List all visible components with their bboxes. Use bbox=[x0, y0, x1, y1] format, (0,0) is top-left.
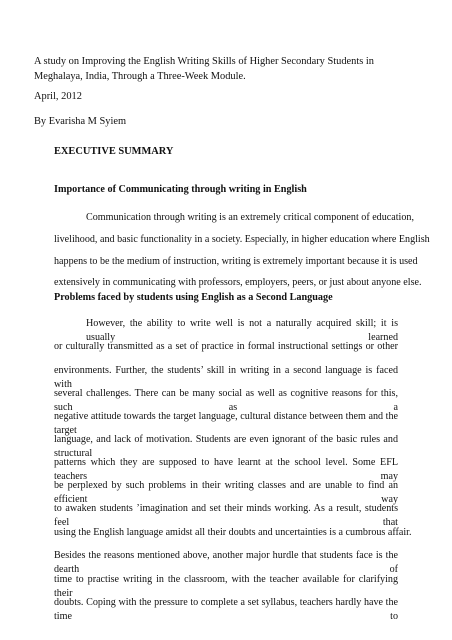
document-title: A study on Improving the English Writing Skills of Higher Secondary Students in Meghalaya, India, Through a Three-Week Module. bbox=[34, 56, 374, 82]
paragraph-line: happens to be the medium of instruction, writing is extremely important because it is used bbox=[54, 256, 418, 267]
paragraph-line: or culturally transmitted as a set of practice in formal instructional settings or other bbox=[54, 341, 398, 352]
paragraph-line: several challenges. There can be many social as well as cognitive reasons for this, such as a bbox=[54, 388, 398, 413]
paragraph-line: However, the ability to write well is not a naturally acquired skill; it is usually learned bbox=[86, 318, 398, 343]
paragraph-line: be perplexed by such problems in their writing classes and are unable to find an efficient way bbox=[54, 480, 398, 505]
paragraph-line: Communication through writing is an extremely critical component of education, bbox=[86, 212, 414, 223]
executive-summary-heading: EXECUTIVE SUMMARY bbox=[54, 146, 174, 157]
section-heading-importance: Importance of Communicating through writing in English bbox=[54, 184, 307, 195]
paragraph-line: time to practise writing in the classroom, with the teacher available for clarifying their bbox=[54, 574, 398, 599]
paragraph-line: language, and lack of motivation. Students are even ignorant of the basic rules and structural bbox=[54, 434, 398, 459]
paragraph-line: environments. Further, the students’ skill in writing in a second language is faced with bbox=[54, 365, 398, 390]
paragraph-line: negative attitude towards the target language, cultural distance between them and the target bbox=[54, 411, 398, 436]
paragraph-line: Besides the reasons mentioned above, another major hurdle that students face is the dearth of bbox=[54, 550, 398, 575]
document-author: By Evarisha M Syiem bbox=[34, 116, 127, 127]
paragraph-line: patterns which they are supposed to have learnt at the school level. Some EFL teachers may bbox=[54, 457, 398, 482]
paragraph-line: using the English language amidst all their doubts and uncertainties is a cumbrous affair. bbox=[54, 527, 412, 538]
paragraph-line: livelihood, and basic functionality in a society. Especially, in higher education where English bbox=[54, 234, 430, 245]
paragraph-line: extensively in communicating with professors, employers, peers, or just about anyone else. bbox=[54, 277, 422, 288]
section-heading-problems: Problems faced by students using English as a Second Language bbox=[54, 292, 333, 303]
paragraph-line: doubts. Coping with the pressure to complete a set syllabus, teachers hardly have the time to bbox=[54, 597, 398, 622]
document-date: April, 2012 bbox=[34, 91, 82, 102]
paragraph-line: to awaken students ’imagination and set their minds working. As a result, students feel that bbox=[54, 503, 398, 528]
